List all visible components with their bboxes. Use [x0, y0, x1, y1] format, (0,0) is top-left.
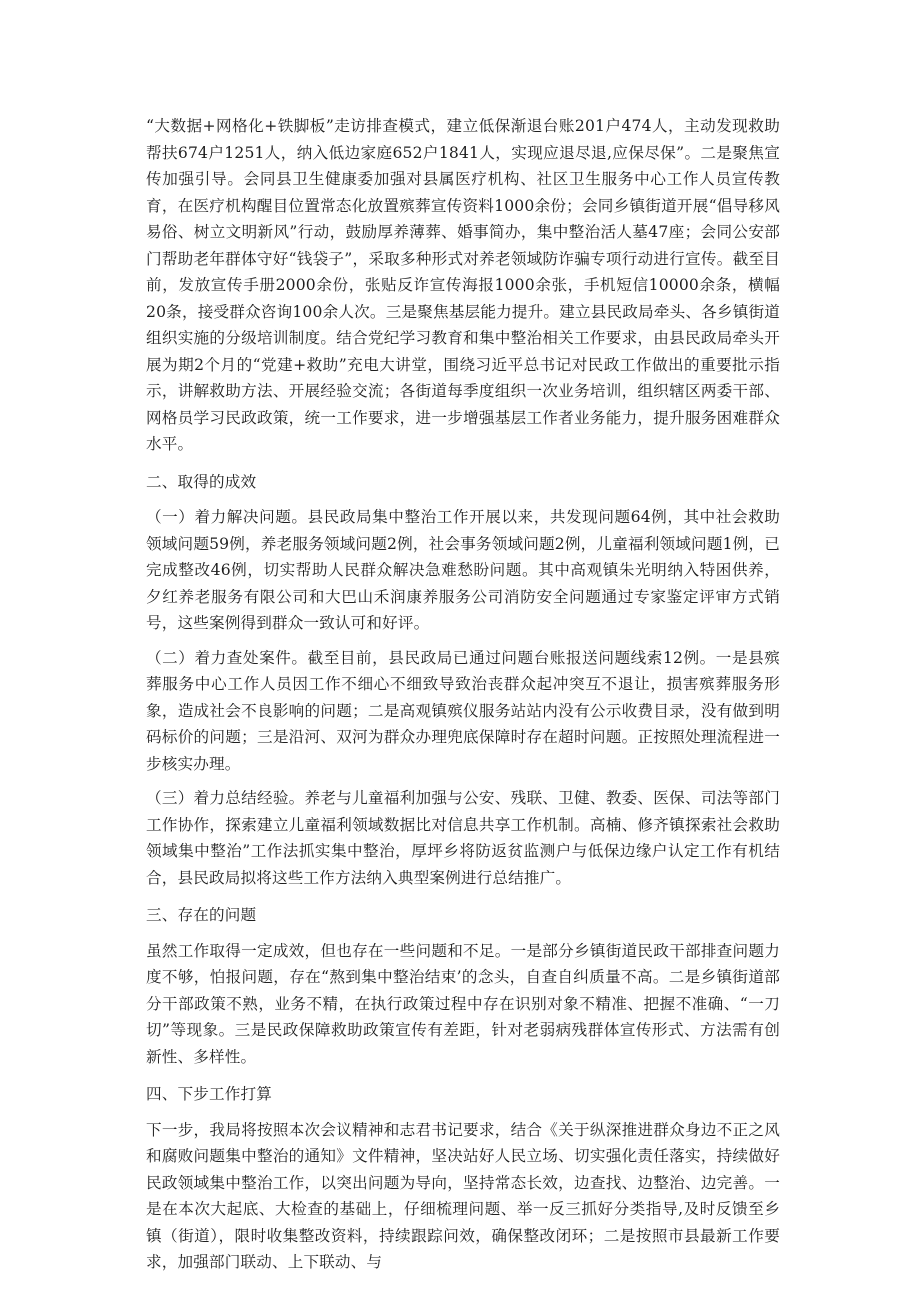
section-heading-achievements: 二、取得的成效	[146, 472, 257, 491]
paragraph-investigate-cases: （二）着力查处案件。截至目前，县民政局已通过问题台账报送问题线索12例。一是县殡葬服务中心工作人员因工作不细心不细致导致治丧群众起冲突互不退让，损害殡葬服务形象，造成社会不良影响的问题；二是高观镇殡仪服务站站内没有公示收费目录，没有做到明码标价的问题；三是沿河、双河为群众办理兜底保障时存在超时问题。正按照处理流程进一步核实办理。	[146, 648, 780, 773]
paragraph-intro: “大数据+网格化+铁脚板”走访排查模式，建立低保渐退台账201户474人，主动发现救助帮扶674户1251人，纳入低边家庭652户1841人，实现应退尽退,应保尽保”。二是聚焦宣传加强引导。会同县卫生健康委加强对县属医疗机构、社区卫生服务中心工作人员宣传教育，在医疗机构醒目位置常态化放置殡葬宣传资料1000余份；会同乡镇街道开展“倡导移风易俗、树立文明新风”行动，鼓励厚养薄葬、婚事简办，集中整治活人墓47座；会同公安部门帮助老年群体守好“钱袋子”，采取多种形式对养老领域防诈骗专项行动进行宣传。截至目前，发放宣传手册2000余份，张贴反诈宣传海报1000余张，手机短信10000余条，横幅20条，接受群众咨询100余人次。三是聚焦基层能力提升。建立县民政局牵头、各乡镇街道组织实施的分级培训制度。结合党纪学习教育和集中整治相关工作要求，由县民政局牵头开展为期2个月的“党建+救助”充电大讲堂，围绕习近平总书记对民政工作做出的重要批示指示，讲解救助方法、开展经验交流；各街道每季度组织一次业务培训，组织辖区两委干部、网格员学习民政政策，统一工作要求，进一步增强基层工作者业务能力，提升服务困难群众水平。	[146, 117, 780, 453]
section-heading-next-steps: 四、下步工作打算	[146, 1085, 272, 1103]
document-page	[146, 113, 780, 1276]
paragraph-next-steps: 下一步，我局将按照本次会议精神和志君书记要求，结合《关于纵深推进群众身边不正之风和腐败问题集中整治的通知》文件精神，坚决站好人民立场、切实强化责任落实，持续做好民政领域集中整治工作，以突出问题为导向，坚持常态长效，边查找、边整治、边完善。一是在本次大起底、大检查的基础上，仔细梳理问题、举一反三抓好分类指导,及时反馈至乡镇（街道），限时收集整改资料，持续跟踪问效，确保整改闭环；二是按照市县最新工作要求，加强部门联动、上下联动、与	[146, 1120, 780, 1271]
paragraph-solve-problems: （一）着力解决问题。县民政局集中整治工作开展以来，共发现问题64例，其中社会救助领域问题59例，养老服务领域问题2例，社会事务领域问题2例，儿童福利领域问题1例，已完成整改46例，切实帮助人民群众解决急难愁盼问题。其中高观镇朱光明纳入特困供养，夕红养老服务有限公司和大巴山禾润康养服务公司消防安全问题通过专家鉴定评审方式销号，这些案例得到群众一致认可和好评。	[146, 508, 780, 632]
paragraph-problems: 虽然工作取得一定成效，但也存在一些问题和不足。一是部分乡镇街道民政干部排查问题力度不够，怕报问题，存在“熬到集中整治结束’的念头，自查自纠质量不高。二是乡镇街道部分干部政策不熟，业务不精，在执行政策过程中存在识别对象不精准、把握不准确、“一刀切”等现象。三是民政保障救助政策宣传有差距，针对老弱病残群体宣传形式、方法需有创新性、多样性。	[146, 941, 780, 1066]
paragraph-summarize-experience: （三）着力总结经验。养老与儿童福利加强与公安、残联、卫健、教委、医保、司法等部门工作协作，探索建立儿童福利领域数据比对信息共享工作机制。高楠、修齐镇探索社会救助领域集中整治”工作法抓实集中整治，厚坪乡将防返贫监测户与低保边缘户认定工作有机结合，县民政局拟将这些工作方法纳入典型案例进行总结推广。	[146, 789, 780, 887]
section-heading-problems: 三、存在的问题	[146, 906, 257, 924]
